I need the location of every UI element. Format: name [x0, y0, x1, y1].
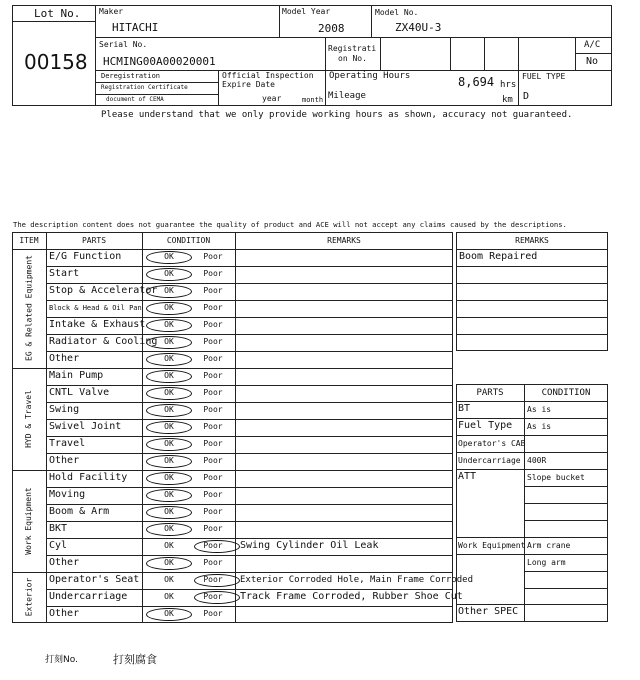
table-row	[46, 402, 453, 419]
year-label: year	[262, 94, 282, 103]
table-row	[46, 368, 453, 385]
hours-disclaimer: Please understand that we only provide working hours as shown, accuracy not guaranteed.	[101, 110, 573, 120]
parts-row-name: BT	[458, 403, 471, 414]
parts-row-name: Operator's CAB	[458, 439, 526, 448]
col-item-header: ITEM	[19, 236, 39, 245]
operating-hours-value: 8,694	[458, 75, 495, 89]
maker-value: HITACHI	[112, 21, 159, 34]
selected-condition-circle	[146, 285, 192, 298]
ok-option: OK	[164, 387, 174, 397]
part-name: Swing	[49, 403, 80, 415]
poor-option: Poor	[203, 489, 223, 499]
deregistration-label: Deregistration	[101, 72, 161, 80]
part-name: Boom & Arm	[49, 505, 110, 517]
poor-option: Poor	[203, 591, 223, 601]
model-year-value: 2008	[318, 22, 345, 35]
part-name: Main Pump	[49, 369, 104, 381]
col-parts-header: PARTS	[81, 236, 107, 245]
poor-option: Poor	[203, 404, 223, 414]
selected-condition-circle	[146, 472, 192, 485]
group-label: Work Equipment	[24, 486, 33, 555]
ok-option: OK	[164, 455, 174, 465]
remark-text: Exterior Corroded Hole, Main Frame Corroded	[240, 574, 473, 585]
col-condition-header: CONDITION	[166, 236, 211, 245]
poor-option: Poor	[203, 268, 223, 278]
cema-label: document of CEMA	[106, 96, 164, 103]
selected-condition-circle	[146, 336, 192, 349]
fuel-type-label: FUEL TYPE	[522, 72, 566, 81]
lot-label: Lot No.	[34, 7, 81, 20]
ok-option: OK	[164, 353, 174, 363]
ok-option: OK	[164, 251, 174, 261]
selected-condition-circle	[146, 438, 192, 451]
selected-condition-circle	[146, 251, 192, 264]
parts-row-name: Undercarriage	[458, 456, 521, 465]
group-label: EG & Related Equipment	[24, 255, 33, 361]
serial-value: HCMING00A00020001	[103, 55, 216, 68]
ok-option: OK	[164, 302, 174, 312]
ok-option: OK	[164, 557, 174, 567]
poor-option: Poor	[203, 370, 223, 380]
part-name: Swivel Joint	[49, 420, 122, 432]
part-name: Undercarriage	[49, 590, 128, 602]
part-name: Other	[49, 607, 80, 619]
work-equipment-2: Long arm	[527, 558, 566, 567]
part-name: Stop & Accelerator	[49, 284, 158, 296]
hrs-label: hrs	[500, 80, 517, 90]
parts-col-header: PARTS	[476, 388, 504, 398]
stamp-label: 打刻No.	[45, 655, 78, 665]
selected-condition-circle	[146, 404, 192, 417]
selected-condition-circle	[146, 489, 192, 502]
right-remarks-header: REMARKS	[515, 236, 549, 245]
poor-option: Poor	[203, 438, 223, 448]
model-year-label: Model Year	[282, 7, 331, 16]
poor-option: Poor	[203, 523, 223, 533]
table-row	[46, 521, 453, 538]
parts-row-name: Fuel Type	[458, 420, 513, 431]
poor-option: Poor	[203, 506, 223, 516]
registration-label-2: on No.	[338, 54, 367, 63]
parts-row-condition: As is	[527, 405, 552, 414]
ok-option: OK	[164, 523, 174, 533]
remark-text: Swing Cylinder Oil Leak	[240, 539, 379, 551]
table-row	[46, 453, 453, 470]
part-name: Other	[49, 454, 80, 466]
ok-option: OK	[164, 438, 174, 448]
ok-option: OK	[164, 336, 174, 346]
selected-condition-circle	[146, 506, 192, 519]
poor-option: Poor	[203, 421, 223, 431]
selected-condition-circle	[146, 302, 192, 315]
poor-option: Poor	[203, 455, 223, 465]
part-name: Start	[49, 267, 80, 279]
registration-label-1: Registrati	[328, 44, 377, 53]
work-equipment-1: Arm crane	[527, 541, 571, 550]
part-name: BKT	[49, 522, 68, 534]
work-equipment-label: Work Equipment	[458, 541, 526, 550]
part-name: E/G Function	[49, 250, 122, 262]
model-no-label: Model No.	[375, 8, 419, 17]
selected-condition-circle	[146, 557, 192, 570]
selected-condition-circle	[146, 455, 192, 468]
part-name: Cyl	[49, 539, 68, 551]
poor-option: Poor	[203, 251, 223, 261]
registration-certificate-label: Registration Certificate	[101, 84, 188, 91]
part-name: Other	[49, 556, 80, 568]
poor-option: Poor	[203, 608, 223, 618]
part-name: Other	[49, 352, 80, 364]
poor-option: Poor	[203, 540, 223, 550]
right-remark-first: Boom Repaired	[459, 250, 538, 262]
selected-condition-circle	[146, 387, 192, 400]
poor-option: Poor	[203, 319, 223, 329]
part-name: Block & Head & Oil Pan	[49, 303, 142, 312]
km-label: km	[502, 95, 513, 105]
part-name: CNTL Valve	[49, 386, 110, 398]
selected-condition-circle	[146, 523, 192, 536]
ok-option: OK	[164, 319, 174, 329]
condition-col-header: CONDITION	[541, 388, 591, 398]
fuel-type-value: D	[523, 91, 530, 102]
col-remarks-header: REMARKS	[327, 236, 361, 245]
inspection-label-1: Official Inspection	[222, 71, 314, 80]
poor-option: Poor	[203, 302, 223, 312]
poor-option: Poor	[203, 472, 223, 482]
part-name: Radiator & Cooling	[49, 335, 158, 347]
selected-condition-circle	[146, 421, 192, 434]
model-no-value: ZX40U-3	[395, 21, 442, 34]
ok-option: OK	[164, 285, 174, 295]
parts-row-condition: Slope bucket	[527, 473, 585, 482]
part-name: Operator's Seat	[49, 573, 140, 585]
parts-row-name: ATT	[458, 471, 477, 482]
month-label: month	[302, 96, 324, 104]
ok-option: OK	[164, 574, 174, 584]
table-row	[46, 436, 453, 453]
maker-label: Maker	[99, 7, 124, 16]
poor-option: Poor	[203, 285, 223, 295]
operating-hours-label: Operating Hours	[329, 71, 411, 81]
ok-option: OK	[164, 472, 174, 482]
table-row	[46, 351, 453, 368]
selected-condition-circle	[194, 591, 240, 604]
ok-option: OK	[164, 608, 174, 618]
table-row	[46, 266, 453, 283]
selected-condition-circle	[146, 268, 192, 281]
ok-option: OK	[164, 506, 174, 516]
poor-option: Poor	[203, 353, 223, 363]
inspection-label-2: Expire Date	[222, 80, 275, 89]
ok-option: OK	[164, 489, 174, 499]
group-label: HYD & Travel	[24, 389, 33, 448]
ok-option: OK	[164, 591, 174, 601]
ac-value: No	[586, 56, 599, 67]
table-row	[46, 487, 453, 504]
parts-row-condition: As is	[527, 422, 552, 431]
ok-option: OK	[164, 421, 174, 431]
ok-option: OK	[164, 370, 174, 380]
ok-option: OK	[164, 404, 174, 414]
group-label: Exterior	[24, 577, 33, 617]
description-note: The description content does not guarantee the quality of product and ACE will not accept any claims caused by the descriptions.	[13, 220, 567, 229]
lot-number: 00158	[24, 50, 88, 74]
selected-condition-circle	[194, 540, 240, 553]
part-name: Moving	[49, 488, 86, 500]
poor-option: Poor	[203, 387, 223, 397]
stamp-value: 打刻腐食	[113, 653, 157, 666]
part-name: Travel	[49, 437, 86, 449]
poor-option: Poor	[203, 336, 223, 346]
table-row	[46, 606, 453, 623]
ac-label: A/C	[584, 40, 601, 50]
selected-condition-circle	[146, 608, 192, 621]
serial-label: Serial No.	[99, 40, 148, 49]
selected-condition-circle	[146, 370, 192, 383]
remark-text: Track Frame Corroded, Rubber Shoe Cut	[240, 590, 463, 602]
mileage-label: Mileage	[328, 91, 366, 101]
parts-row-condition: 400R	[527, 456, 547, 465]
ok-option: OK	[164, 268, 174, 278]
selected-condition-circle	[194, 574, 240, 587]
selected-condition-circle	[146, 319, 192, 332]
ok-option: OK	[164, 540, 174, 550]
part-name: Hold Facility	[49, 471, 128, 483]
poor-option: Poor	[203, 557, 223, 567]
selected-condition-circle	[146, 353, 192, 366]
other-spec-label: Other SPEC	[458, 606, 519, 617]
part-name: Intake & Exhaust	[49, 318, 146, 330]
table-row	[46, 555, 453, 572]
poor-option: Poor	[203, 574, 223, 584]
